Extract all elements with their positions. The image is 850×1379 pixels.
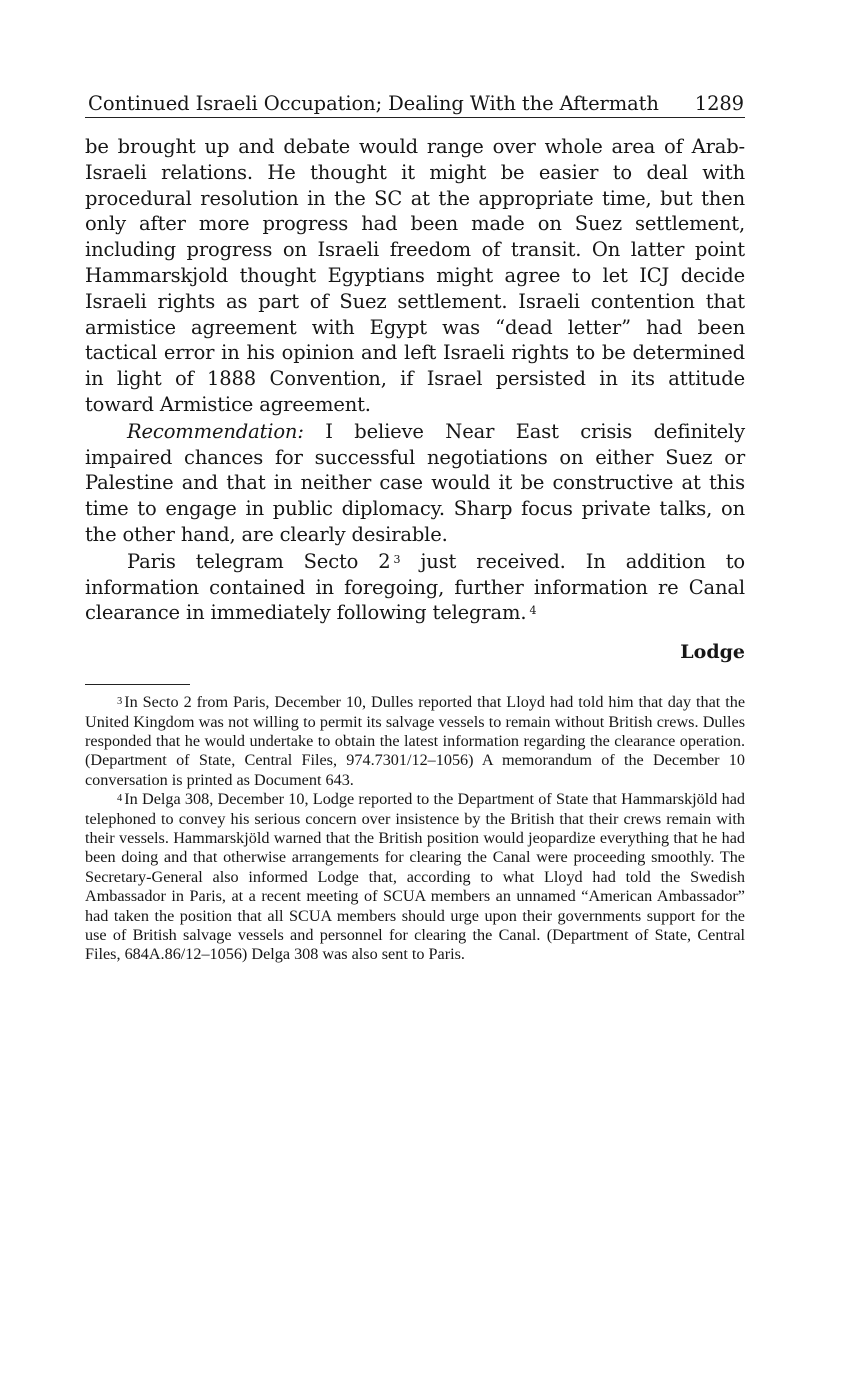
body-text <box>85 134 745 626</box>
footnote-text: In Secto 2 from Paris, December 10, Dulles reported that Lloyd had told him that day that the United Kingdom was not willing to permit its salvage vessels to remain without British crews. Dulles responded that he would undertake to obtain the latest information regarding the clearance operation. (Department of State, Central Files, 974.7301/12–1056) A memorandum of the December 10 conversation is printed as Document 643. <box>85 693 745 789</box>
footnote-ref-3: 3 <box>393 552 401 566</box>
footnote-text: In Delga 308, December 10, Lodge reported to the Department of State that Hammarskjöld had telephoned to convey his serious concern over insistence by the British that their crews remain with their vessels. Hammarskjöld warned that the British position would jeopardize everything that he had been doing and that otherwise arrangements for clearing the Canal were proceeding smoothly. The Secretary-General also informed Lodge that, according to what Lloyd had told the Swedish Ambassador in Paris, at a recent meeting of SCUA members an unnamed “American Ambassador” had taken the position that all SCUA members should urge upon their governments support for the use of British salvage vessels and personnel for clearing the Canal. (Department of State, Central Files, 684A.86/12–1056) Delga 308 was also sent to Paris. <box>85 790 745 964</box>
page-number: 1289 <box>694 92 744 115</box>
running-head <box>85 92 745 118</box>
footnote-4 <box>85 790 745 965</box>
running-head-title: Continued Israeli Occupation; Dealing With the Aftermath <box>88 92 659 115</box>
paragraph-recommendation <box>85 419 745 548</box>
recommendation-text: I believe Near East crisis definitely impaired chances for successful negotiations on either Suez or Palestine and that in neither case would it be constructive at this time to engage in public diplomacy. Sharp focus private talks, on the other hand, are clearly desirable. <box>85 419 745 546</box>
paris-telegram-text-a: Paris telegram Secto 2 <box>127 549 391 573</box>
document-page <box>85 92 745 965</box>
paris-telegram-text-b: just received. In addition to information contained in foregoing, further information re Canal clearance in immediately following telegram. <box>85 549 745 625</box>
footnote-number: 3 <box>117 696 123 708</box>
footnote-ref-4: 4 <box>529 604 537 618</box>
paragraph-paris-telegram <box>85 549 745 626</box>
footnote-divider <box>85 684 190 685</box>
signature: Lodge <box>680 641 745 664</box>
footnote-number: 4 <box>117 793 123 805</box>
footnote-3 <box>85 693 745 790</box>
footnotes <box>85 693 745 965</box>
recommendation-label: Recommendation: <box>127 419 304 443</box>
paragraph-continuation: be brought up and debate would range over whole area of Arab-Israeli relations. He thought it might be easier to deal with procedural resolution in the SC at the appropriate time, but then only after more progress had been made on Suez settlement, including progress on Israeli freedom of transit. On latter point Hammarskjold thought Egyptians might agree to let ICJ decide Israeli rights as part of Suez settlement. Israeli contention that armistice agreement with Egypt was “dead letter” had been tactical error in his opinion and left Israeli rights to be determined in light of 1888 Convention, if Israel persisted in its attitude toward Armistice agreement. <box>85 135 745 416</box>
